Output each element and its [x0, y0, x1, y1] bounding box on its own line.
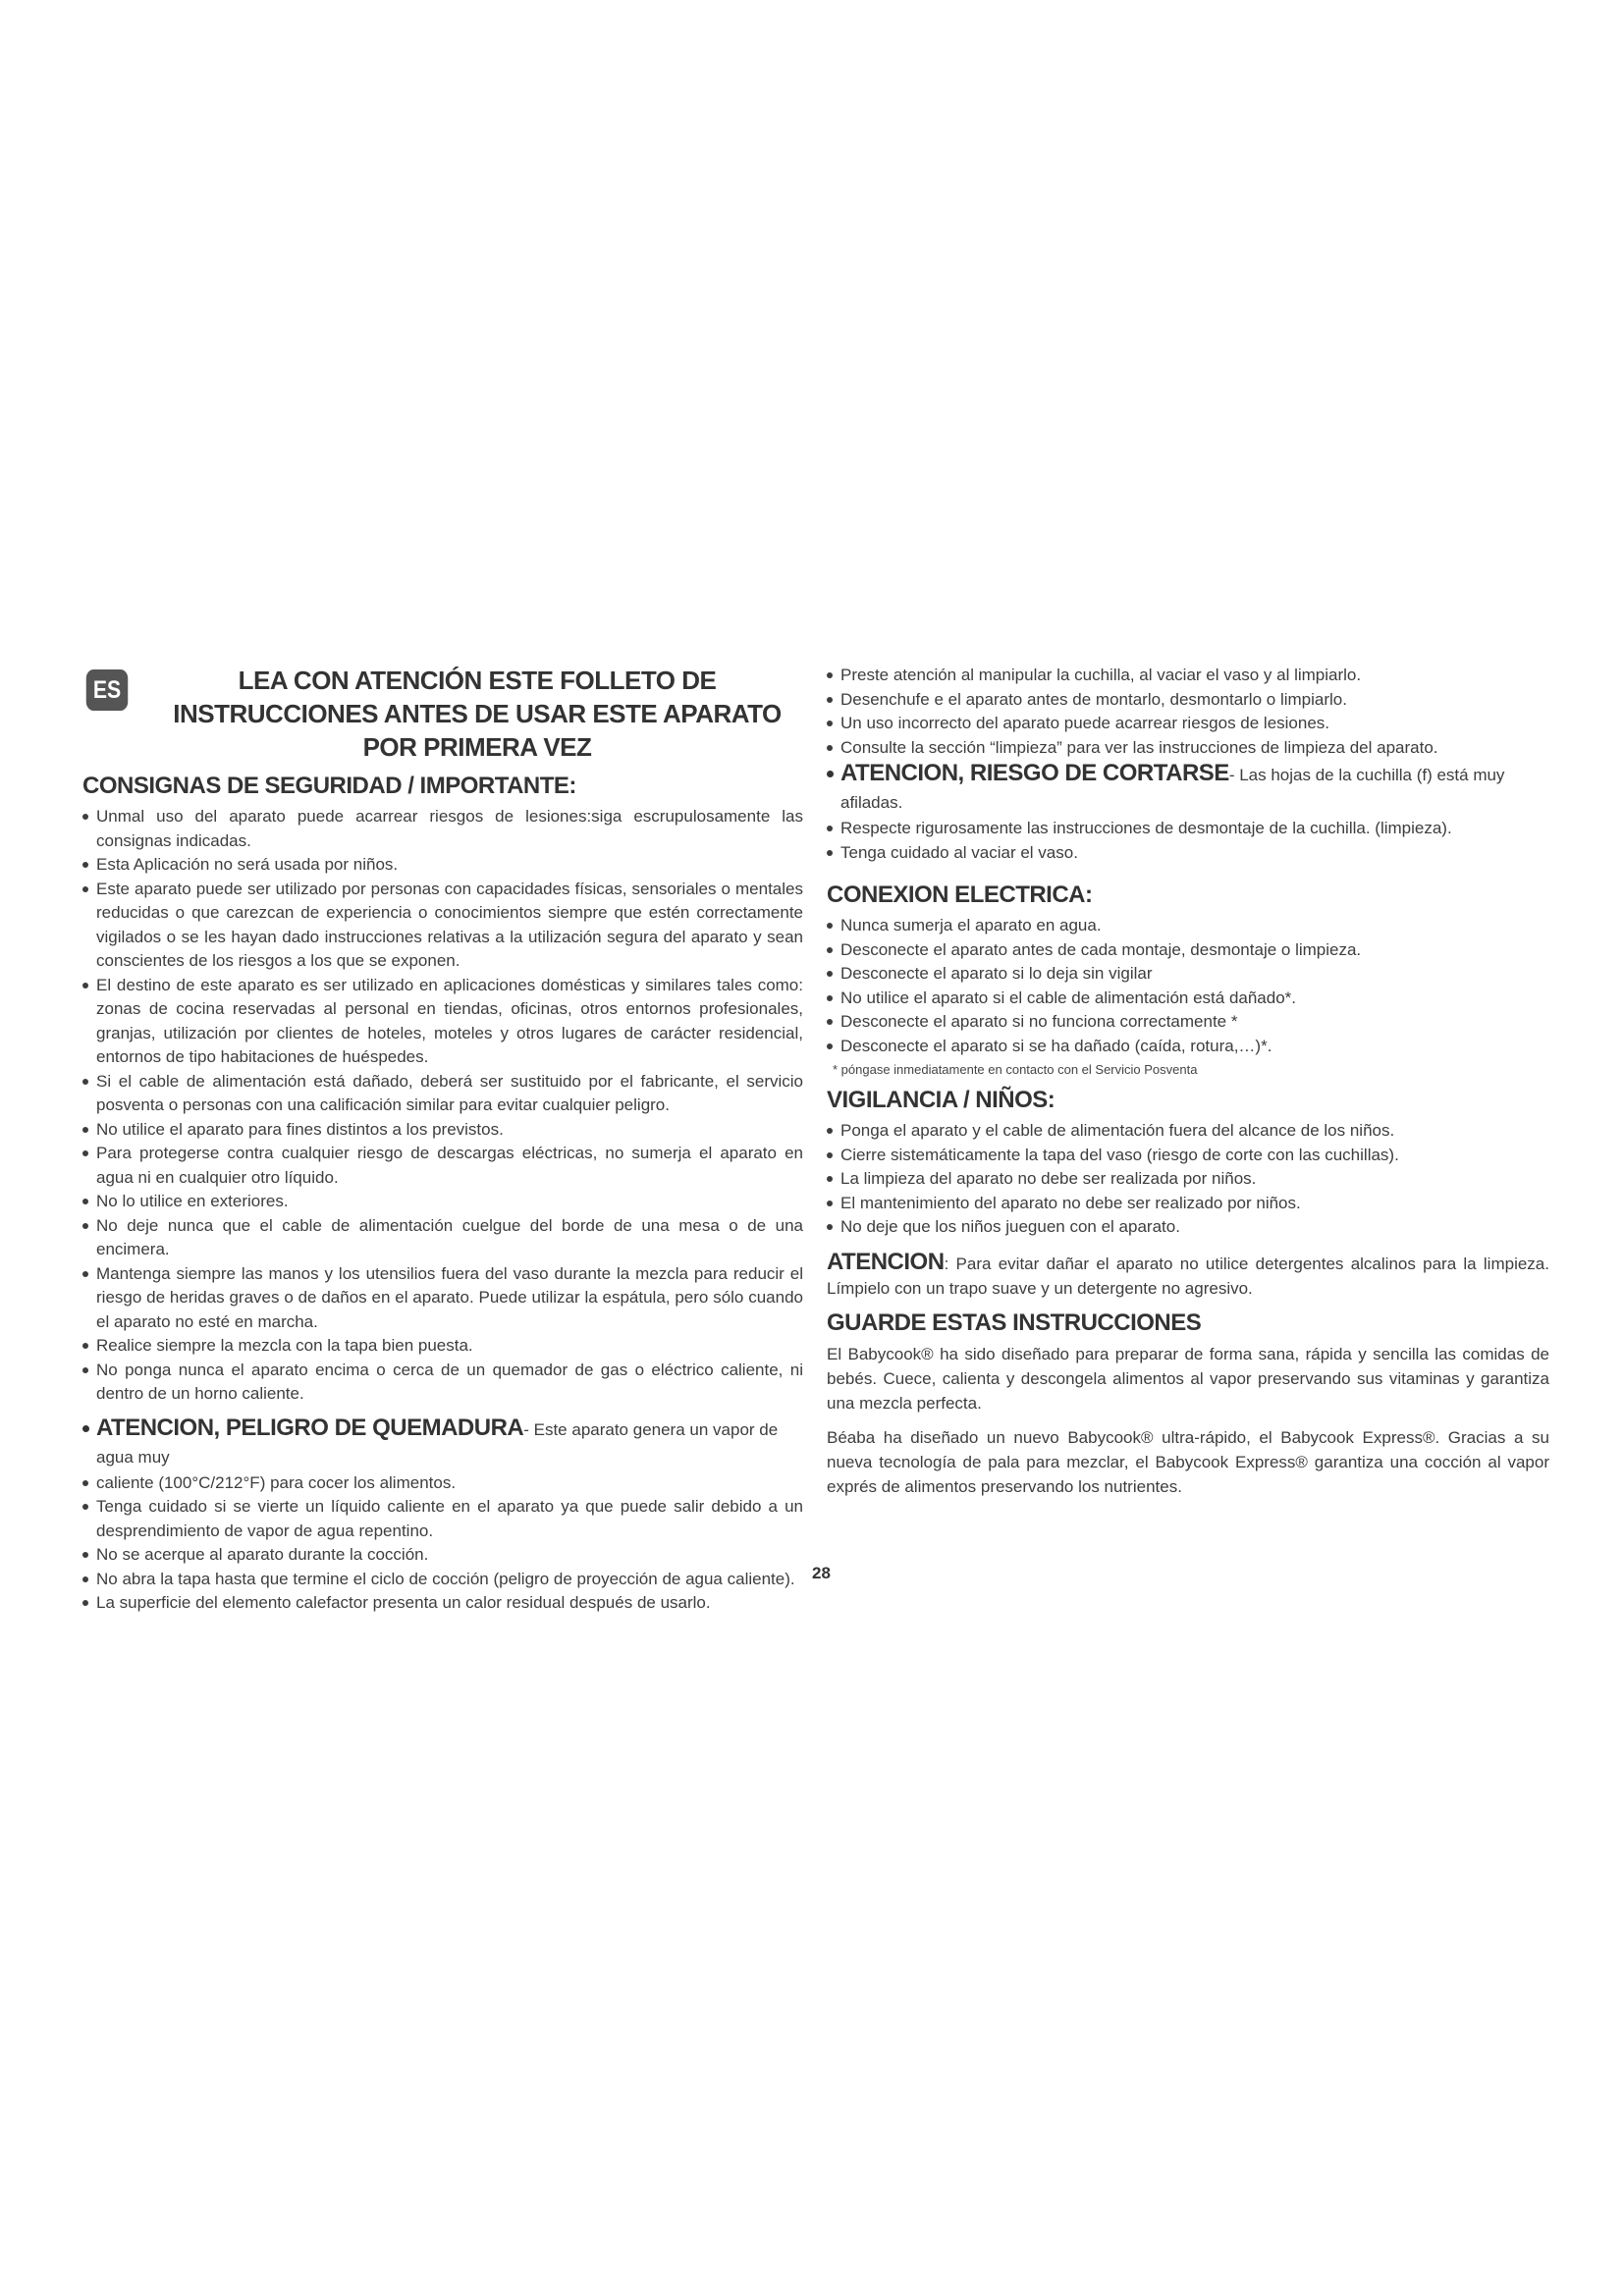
children-section [827, 1086, 1549, 1240]
list-item: Esta Aplicación no será usada por niños. [82, 853, 803, 878]
children-list [827, 1119, 1549, 1240]
attention-note [827, 1250, 1549, 1301]
children-title: VIGILANCIA / NIÑOS: [827, 1087, 1056, 1113]
list-item: La superficie del elemento calefactor presenta un calor residual después de usarlo. [82, 1591, 803, 1616]
list-item: No deje nunca que el cable de alimentación cuelgue del borde de una mesa o de una encimera. [82, 1214, 803, 1262]
electric-title: CONEXION ELECTRICA: [827, 881, 1093, 908]
list-item: Ponga el aparato y el cable de alimentación fuera del alcance de los niños. [827, 1119, 1549, 1144]
list-item: Cierre sistemáticamente la tapa del vaso (riesgo de corte con las cuchillas). [827, 1144, 1549, 1168]
list-item: Respecte rigurosamente las instrucciones de desmontaje de la cuchilla. (limpieza). [827, 817, 1549, 841]
burn-title: ATENCION, PELIGRO DE QUEMADURA [96, 1414, 524, 1441]
blade-intro-list [827, 664, 1549, 760]
list-item: Desconecte el aparato si se ha dañado (caída, rotura,…)*. [827, 1035, 1549, 1059]
list-item: caliente (100°C/212°F) para cocer los alimentos. [82, 1471, 803, 1496]
safety-section [82, 772, 803, 1407]
list-item: No ponga nunca el aparato encima o cerca de un quemador de gas o eléctrico caliente, ni dentro de un horno caliente. [82, 1359, 803, 1407]
blade-text: - Las hojas de la cuchilla (f) está muy afiladas. [840, 766, 1505, 812]
list-item: Desconecte el aparato si lo deja sin vigilar [827, 962, 1549, 987]
page-number: 28 [812, 1564, 831, 1582]
list-item: La limpieza del aparato no debe ser realizada por niños. [827, 1167, 1549, 1192]
keep-paragraph-2: Béaba ha diseñado un nuevo Babycook® ultra-rápido, el Babycook Express®. Gracias a su nueva tecnología de pala para mezclar, el Babycook Express® garantiza una cocción al vapor exprés de alimentos preservando los nutrientes. [827, 1427, 1549, 1496]
list-item: Nunca sumerja el aparato en agua. [827, 914, 1549, 938]
list-item: No utilice el aparato si el cable de alimentación está dañado*. [827, 987, 1549, 1011]
list-item: Realice siempre la mezcla con la tapa bien puesta. [82, 1334, 803, 1359]
electric-list [827, 914, 1549, 1058]
list-item: Un uso incorrecto del aparato puede acarrear riesgos de lesiones. [827, 712, 1549, 736]
list-item: Este aparato puede ser utilizado por personas con capacidades físicas, sensoriales o mentales reducidas o que carezcan de experiencia o conocimientos siempre que estén correctamente vigilados o se les hayan dado instrucciones relativas a la utilización segura del aparato y sean conscientes de los riesgos a los que se exponen. [82, 878, 803, 974]
list-item: Unmal uso del aparato puede acarrear riesgos de lesiones:siga escrupulosamente las consignas indicadas. [82, 805, 803, 853]
keep-section [827, 1308, 1549, 1499]
blade-section [827, 664, 1549, 865]
list-item: El mantenimiento del aparato no debe ser realizado por niños. [827, 1192, 1549, 1216]
blade-list [827, 817, 1549, 865]
safety-title: CONSIGNAS DE SEGURIDAD / IMPORTANTE: [82, 773, 576, 799]
list-item: No abra la tapa hasta que termine el ciclo de cocción (peligro de proyección de agua caliente). [82, 1568, 803, 1592]
attention-title: ATENCION [827, 1248, 945, 1275]
burn-warning [82, 1415, 803, 1471]
list-item: Desconecte el aparato si no funciona correctamente * [827, 1010, 1549, 1035]
list-item: Tenga cuidado al vaciar el vaso. [827, 841, 1549, 866]
list-item: No utilice el aparato para fines distintos a los previstos. [82, 1118, 803, 1143]
keep-paragraph-1: El Babycook® ha sido diseñado para preparar de forma sana, rápida y sencilla las comidas de bebés. Cuece, calienta y descongela alimentos al vapor preservando sus vitaminas y garantiza una mezcla perfecta. [827, 1344, 1549, 1413]
list-item: No se acerque al aparato durante la cocción. [82, 1543, 803, 1568]
list-item: Desconecte el aparato antes de cada montaje, desmontaje o limpieza. [827, 938, 1549, 963]
burn-list [82, 1471, 803, 1616]
document-header [82, 664, 803, 762]
list-item: Para protegerse contra cualquier riesgo de descargas eléctricas, no sumerja el aparato en agua ni en cualquier otro líquido. [82, 1142, 803, 1190]
safety-list [82, 805, 803, 1407]
list-item: El destino de este aparato es ser utilizado en aplicaciones domésticas y similares tales como: zonas de cocina reservadas al personal en tiendas, oficinas, otros entornos profesionales, granjas, utilización por clientes de hoteles, moteles y otros lugares de carácter residencial, entornos de tipo habitaciones de huéspedes. [82, 974, 803, 1070]
main-title: LEA CON ATENCIÓN ESTE FOLLETO DE INSTRUCCIONES ANTES DE USAR ESTE APARATO POR PRIMERA VEZ [173, 666, 782, 762]
list-item: Consulte la sección “limpieza” para ver las instrucciones de limpieza del aparato. [827, 736, 1549, 761]
burn-section [82, 1415, 803, 1616]
keep-title: GUARDE ESTAS INSTRUCCIONES [827, 1308, 1202, 1336]
blade-warning [827, 760, 1549, 817]
list-item: Tenga cuidado si se vierte un líquido caliente en el aparato ya que puede salir debido a un desprendimiento de vapor de agua repentino. [82, 1495, 803, 1543]
list-item: Desenchufe e el aparato antes de montarlo, desmontarlo o limpiarlo. [827, 688, 1549, 713]
electric-footnote: * póngase inmediatamente en contacto con el Servicio Posventa [833, 1062, 1198, 1077]
left-column [82, 664, 803, 1616]
blade-title: ATENCION, RIESGO DE CORTARSE [840, 760, 1229, 786]
list-item: Preste atención al manipular la cuchilla, al vaciar el vaso y al limpiarlo. [827, 664, 1549, 688]
list-item: Si el cable de alimentación está dañado, deberá ser sustituido por el fabricante, el servicio posventa o personas con una calificación similar para evitar cualquier peligro. [82, 1070, 803, 1118]
electric-section [827, 881, 1549, 1082]
right-column [827, 664, 1549, 1509]
language-badge: ES [86, 669, 129, 711]
burn-text: - Este aparato genera un vapor de agua muy [96, 1419, 779, 1467]
attention-text: : Para evitar dañar el aparato no utilice detergentes alcalinos para la limpieza. Límpielo con un trapo suave y un detergente no agresivo. [827, 1254, 1549, 1298]
list-item: No lo utilice en exteriores. [82, 1190, 803, 1214]
list-item: Mantenga siempre las manos y los utensilios fuera del vaso durante la mezcla para reducir el riesgo de heridas graves o de daños en el aparato. Puede utilizar la espátula, pero sólo cuando el aparato no esté en marcha. [82, 1262, 803, 1335]
list-item: No deje que los niños jueguen con el aparato. [827, 1215, 1549, 1240]
